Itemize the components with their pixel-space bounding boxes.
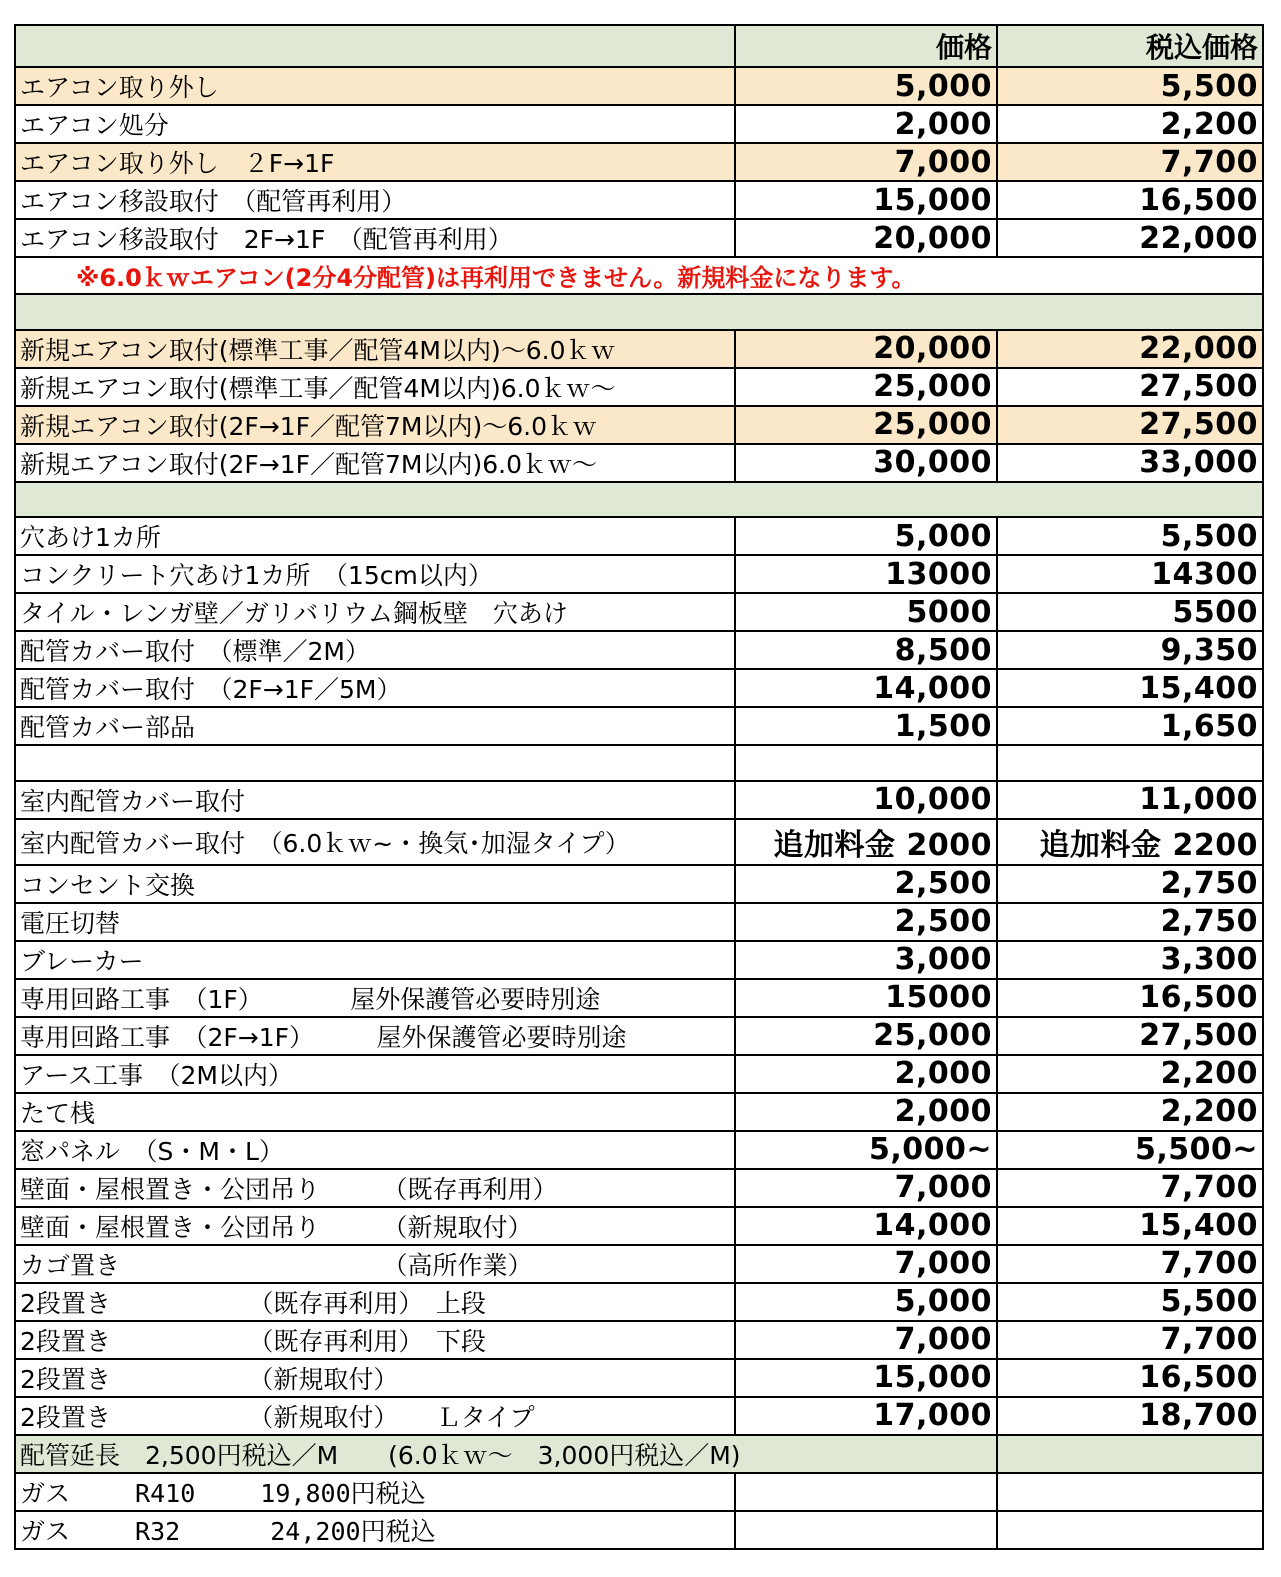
table-row <box>15 368 1263 406</box>
table-row <box>15 1017 1263 1055</box>
item-price: 10,000 <box>735 781 997 819</box>
item-name: 新規エアコン取付(標準工事／配管4M以内)6.0ｋｗ～ <box>15 368 735 406</box>
item-name: 2段置き （既存再利用） 上段 <box>15 1283 735 1321</box>
table-row <box>15 555 1263 593</box>
item-price-tax: 3,300 <box>997 941 1263 979</box>
item-price: 7,000 <box>735 143 997 181</box>
item-name: 電圧切替 <box>15 903 735 941</box>
table-row <box>15 143 1263 181</box>
notice-text: ※6.0ｋｗエアコン(2分4分配管)は再利用できません。新規料金になります。 <box>15 257 1263 294</box>
item-price-tax: 22,000 <box>997 219 1263 257</box>
item-price: 7,000 <box>735 1321 997 1359</box>
table-row <box>15 941 1263 979</box>
table-row <box>15 593 1263 631</box>
table-row <box>15 517 1263 555</box>
table-row <box>15 67 1263 105</box>
item-name: エアコン取り外し ２F→1F <box>15 143 735 181</box>
table-row <box>15 781 1263 819</box>
item-name: コンセント交換 <box>15 865 735 903</box>
item-price: 7,000 <box>735 1245 997 1283</box>
table-row <box>15 181 1263 219</box>
item-price-tax: 27,500 <box>997 406 1263 444</box>
item-price-tax: 16,500 <box>997 979 1263 1017</box>
gas-row <box>15 1473 1263 1511</box>
item-price: 3,000 <box>735 941 997 979</box>
table-row <box>15 631 1263 669</box>
empty-cell <box>735 1511 997 1549</box>
item-price-tax: 7,700 <box>997 1321 1263 1359</box>
item-price-tax: 追加料金 2200 <box>997 819 1263 865</box>
item-price: 2,500 <box>735 903 997 941</box>
section-divider <box>15 294 1263 330</box>
item-price-tax: 5500 <box>997 593 1263 631</box>
gas-text: ガス R410 19,800円税込 <box>15 1473 735 1511</box>
item-price: 30,000 <box>735 444 997 482</box>
item-price-tax: 5,500 <box>997 1283 1263 1321</box>
item-price <box>735 745 997 781</box>
item-price-tax: 14300 <box>997 555 1263 593</box>
item-name: 壁面・屋根置き・公団吊り （既存再利用） <box>15 1169 735 1207</box>
item-price: 7,000 <box>735 1169 997 1207</box>
item-price-tax: 16,500 <box>997 1359 1263 1397</box>
item-name: 2段置き （新規取付） <box>15 1359 735 1397</box>
empty-cell <box>997 1473 1263 1511</box>
item-price: 13000 <box>735 555 997 593</box>
item-name <box>15 745 735 781</box>
item-price: 15,000 <box>735 1359 997 1397</box>
table-row <box>15 865 1263 903</box>
item-name: 配管カバー部品 <box>15 707 735 745</box>
table-row <box>15 819 1263 865</box>
item-name: エアコン取り外し <box>15 67 735 105</box>
table-row <box>15 406 1263 444</box>
item-price-tax: 1,650 <box>997 707 1263 745</box>
table-row <box>15 1397 1263 1435</box>
item-price: 5,000 <box>735 1283 997 1321</box>
item-price-tax: 22,000 <box>997 330 1263 368</box>
item-name: 配管カバー取付 （標準／2M） <box>15 631 735 669</box>
notice-row <box>15 257 1263 294</box>
header-item-cell <box>15 25 735 67</box>
item-price: 14,000 <box>735 1207 997 1245</box>
item-price-tax: 2,200 <box>997 1055 1263 1093</box>
table-row <box>15 745 1263 781</box>
item-name: 専用回路工事 （1F） 屋外保護管必要時別途 <box>15 979 735 1017</box>
item-name: 配管カバー取付 （2F→1F／5M） <box>15 669 735 707</box>
item-price-tax: 16,500 <box>997 181 1263 219</box>
item-price-tax: 33,000 <box>997 444 1263 482</box>
item-name: コンクリート穴あけ1カ所 （15cm以内） <box>15 555 735 593</box>
item-price: 1,500 <box>735 707 997 745</box>
item-name: 室内配管カバー取付 （6.0ｋｗ~・換気･加湿タイプ） <box>15 819 735 865</box>
item-price-tax: 9,350 <box>997 631 1263 669</box>
item-price: 5,000 <box>735 67 997 105</box>
item-price-tax: 15,400 <box>997 1207 1263 1245</box>
item-name: タイル・レンガ壁／ガリバリウム鋼板壁 穴あけ <box>15 593 735 631</box>
item-price-tax: 5,500~ <box>997 1131 1263 1169</box>
item-price-tax <box>997 745 1263 781</box>
item-name: エアコン移設取付 2F→1F （配管再利用） <box>15 219 735 257</box>
item-price-tax: 5,500 <box>997 67 1263 105</box>
item-name: カゴ置き （高所作業） <box>15 1245 735 1283</box>
pipe-extension-row <box>15 1435 1263 1473</box>
item-price: 追加料金 2000 <box>735 819 997 865</box>
item-price: 25,000 <box>735 1017 997 1055</box>
divider-cell <box>15 482 1263 518</box>
item-price-tax: 2,200 <box>997 105 1263 143</box>
item-price-tax: 11,000 <box>997 781 1263 819</box>
item-price: 15000 <box>735 979 997 1017</box>
table-row <box>15 707 1263 745</box>
item-price-tax: 27,500 <box>997 368 1263 406</box>
item-price: 2,000 <box>735 105 997 143</box>
item-price: 5,000 <box>735 517 997 555</box>
table-row <box>15 1055 1263 1093</box>
price-table <box>14 24 1264 1550</box>
item-price-tax: 2,750 <box>997 903 1263 941</box>
item-price-tax: 7,700 <box>997 1245 1263 1283</box>
table-row <box>15 1359 1263 1397</box>
item-name: 室内配管カバー取付 <box>15 781 735 819</box>
header-price-tax: 税込価格 <box>997 25 1263 67</box>
item-price-tax: 7,700 <box>997 1169 1263 1207</box>
item-name: ブレーカー <box>15 941 735 979</box>
table-row <box>15 444 1263 482</box>
empty-cell <box>735 1473 997 1511</box>
item-price: 5000 <box>735 593 997 631</box>
table-row <box>15 1321 1263 1359</box>
item-name: 新規エアコン取付(2F→1F／配管7M以内)6.0ｋｗ～ <box>15 444 735 482</box>
item-price: 2,000 <box>735 1055 997 1093</box>
empty-cell <box>997 1511 1263 1549</box>
item-name: 新規エアコン取付(2F→1F／配管7M以内)～6.0ｋｗ <box>15 406 735 444</box>
table-row <box>15 1245 1263 1283</box>
item-price-tax: 2,200 <box>997 1093 1263 1131</box>
item-price: 8,500 <box>735 631 997 669</box>
item-price-tax: 15,400 <box>997 669 1263 707</box>
table-row <box>15 669 1263 707</box>
item-price: 17,000 <box>735 1397 997 1435</box>
section-divider <box>15 482 1263 518</box>
gas-row <box>15 1511 1263 1549</box>
table-row <box>15 903 1263 941</box>
table-row <box>15 330 1263 368</box>
item-price: 25,000 <box>735 368 997 406</box>
empty-cell <box>997 1435 1263 1473</box>
table-row <box>15 1131 1263 1169</box>
item-price: 20,000 <box>735 219 997 257</box>
table-row <box>15 1093 1263 1131</box>
table-row <box>15 1283 1263 1321</box>
item-price-tax: 2,750 <box>997 865 1263 903</box>
item-name: 2段置き （既存再利用） 下段 <box>15 1321 735 1359</box>
item-price: 2,000 <box>735 1093 997 1131</box>
gas-text: ガス R32 24,200円税込 <box>15 1511 735 1549</box>
item-name: 窓パネル （S・M・L） <box>15 1131 735 1169</box>
table-row <box>15 105 1263 143</box>
item-price: 2,500 <box>735 865 997 903</box>
item-price-tax: 7,700 <box>997 143 1263 181</box>
item-price: 15,000 <box>735 181 997 219</box>
table-row <box>15 219 1263 257</box>
item-price-tax: 5,500 <box>997 517 1263 555</box>
item-price: 20,000 <box>735 330 997 368</box>
item-name: たて桟 <box>15 1093 735 1131</box>
table-row <box>15 1169 1263 1207</box>
item-name: エアコン処分 <box>15 105 735 143</box>
item-price: 14,000 <box>735 669 997 707</box>
pipe-extension-text: 配管延長 2,500円税込／M (6.0ｋｗ～ 3,000円税込／M) <box>15 1435 997 1473</box>
item-price-tax: 27,500 <box>997 1017 1263 1055</box>
item-name: 穴あけ1カ所 <box>15 517 735 555</box>
item-name: アース工事 （2M以内） <box>15 1055 735 1093</box>
item-price-tax: 18,700 <box>997 1397 1263 1435</box>
item-name: 2段置き （新規取付） Ｌタイプ <box>15 1397 735 1435</box>
header-row <box>15 25 1263 67</box>
table-row <box>15 979 1263 1017</box>
item-price: 25,000 <box>735 406 997 444</box>
item-name: エアコン移設取付 （配管再利用） <box>15 181 735 219</box>
header-price: 価格 <box>735 25 997 67</box>
divider-cell <box>15 294 1263 330</box>
table-row <box>15 1207 1263 1245</box>
item-price: 5,000~ <box>735 1131 997 1169</box>
item-name: 新規エアコン取付(標準工事／配管4M以内)～6.0ｋｗ <box>15 330 735 368</box>
item-name: 壁面・屋根置き・公団吊り （新規取付） <box>15 1207 735 1245</box>
item-name: 専用回路工事 （2F→1F） 屋外保護管必要時別途 <box>15 1017 735 1055</box>
